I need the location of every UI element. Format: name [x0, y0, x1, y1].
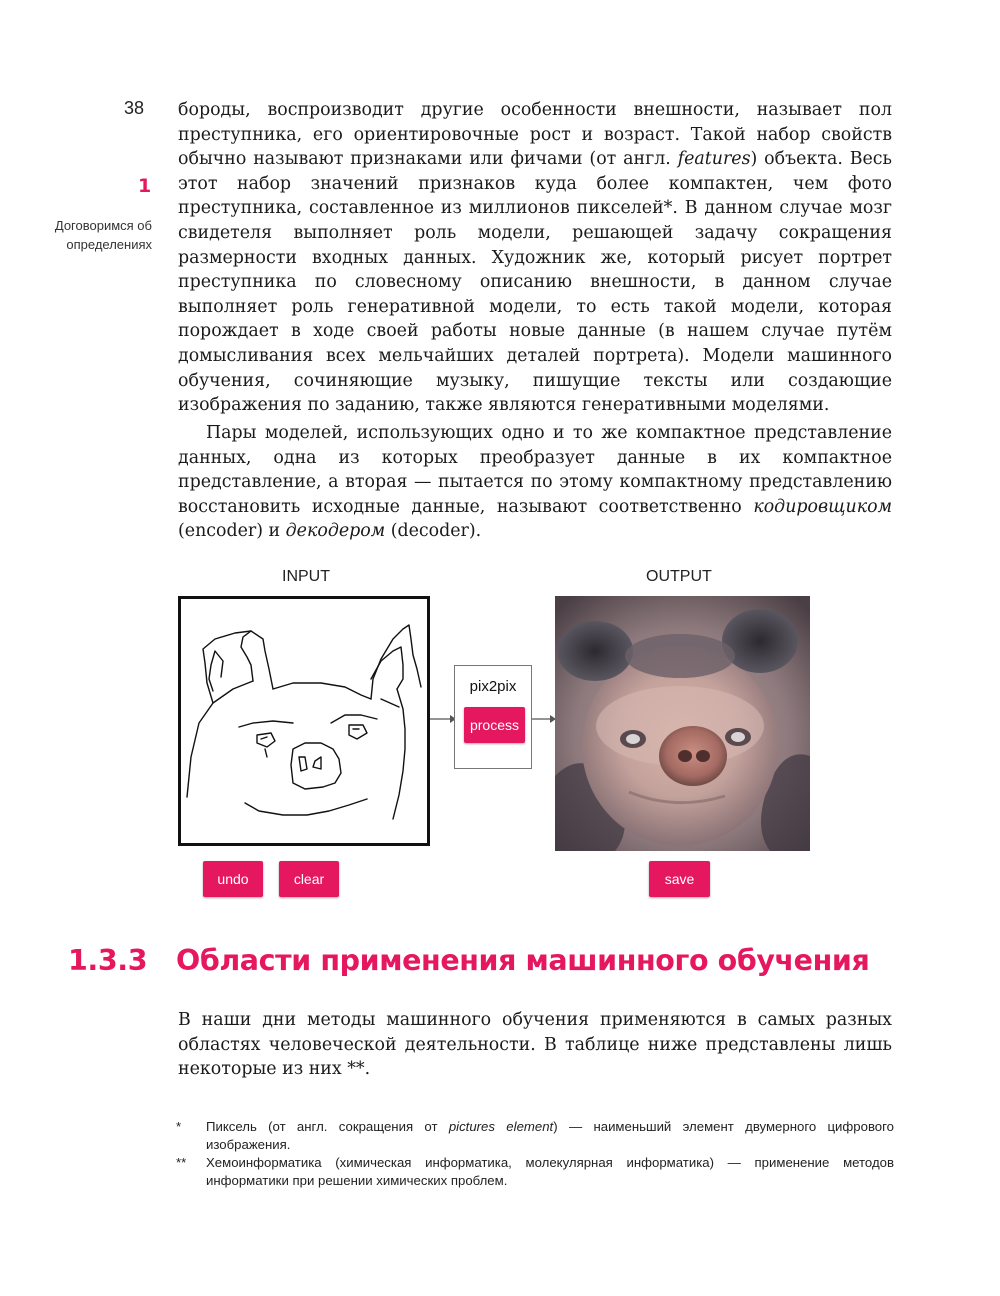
footnote-term: pictures element: [448, 1119, 554, 1134]
pix2pix-model-box: [454, 665, 532, 769]
process-button[interactable]: process: [464, 707, 525, 743]
drawing-canvas[interactable]: [178, 596, 430, 846]
footnote: [176, 1118, 894, 1154]
footnotes: [176, 1118, 894, 1190]
paragraph-text-part: (decoder).: [385, 521, 482, 542]
page-number: 38: [124, 98, 145, 118]
term-features: features: [677, 149, 751, 170]
footnote-text-part: ) — наименьший элемент двумерного цифрового изображения.: [206, 1119, 894, 1152]
section-title: Области применения машинного обучения: [176, 944, 870, 977]
output-label: OUTPUT: [646, 568, 712, 585]
paragraph-text: В наши дни методы машинного обучения применяются в самых разных областях человеческой деятельности. В таблице ниже представлены лишь некоторые из них **.: [178, 1010, 892, 1080]
paragraph-text-part: бороды, воспроизводит другие особенности внешности, называет пол преступника, его ориентировочные рост и возраст. Такой набор свойств обычно называют признаками или фичами (от англ.: [178, 100, 892, 170]
save-button[interactable]: save: [649, 861, 710, 897]
footnote-text: Хемоинформатика (химическая информатика, молекулярная информатика) — применение методов информатики при решении химических проблем.: [206, 1155, 894, 1188]
term-decoder: декодером: [285, 521, 386, 542]
footnote-text: [206, 1118, 894, 1154]
arrow-right-icon: [430, 712, 456, 726]
model-name: pix2pix: [469, 678, 517, 695]
footnote: [176, 1154, 894, 1190]
footnote-text-part: Пиксель (от англ. сокращения от: [206, 1119, 449, 1134]
chapter-title: Договоримся об определениях: [54, 218, 152, 252]
term-encoder: кодировщиком: [753, 496, 892, 517]
paragraph-text-part: ) объекта. Весь этот набор значений признаков куда более компактен, чем фото преступника, составленное из миллионов пикселей*. В данном случае мозг свидетеля выполняет роль модели, решающей задачу сокращения размерности входных данных. Художник же, который рисует портрет преступника по словесному описанию внешности, в данном случае выполняет роль генеративной модели, то есть такой модели, которая порождает в ходе своей работы новые данные (в нашем случае путём домысливания всех мельчайших деталей портрета). Модели машинного обучения, сочиняющие музыку, пишущие тексты или создающие изображения по заданию, также являются генеративными моделями.: [178, 149, 892, 416]
undo-button[interactable]: undo: [203, 861, 263, 897]
paragraph-applications: [178, 1008, 892, 1082]
section-heading: [68, 944, 869, 977]
paragraph-encoder-decoder: [178, 421, 892, 544]
footnote-mark: *: [176, 1119, 182, 1134]
generated-pig-face-image: [555, 596, 810, 851]
paragraph-features: [178, 98, 892, 418]
paragraph-text-part: Пары моделей, использующих одно и то же компактное представление данных, одна из которых преобразует данные в их компактное представление, а вторая — пытается по этому компактному представлению восстановить исходные данные, называют соответственно: [178, 423, 892, 517]
section-number: 1.3.3: [68, 944, 148, 977]
footnote-mark: **: [176, 1155, 187, 1170]
arrow-right-icon: [532, 712, 556, 726]
output-image: [555, 596, 810, 851]
input-label: INPUT: [282, 568, 330, 585]
pig-sketch-drawing: [181, 599, 427, 843]
clear-button[interactable]: clear: [279, 861, 339, 897]
chapter-number: 1: [138, 175, 152, 197]
pix2pix-figure: [176, 564, 826, 908]
paragraph-text-part: (encoder) и: [178, 521, 286, 542]
